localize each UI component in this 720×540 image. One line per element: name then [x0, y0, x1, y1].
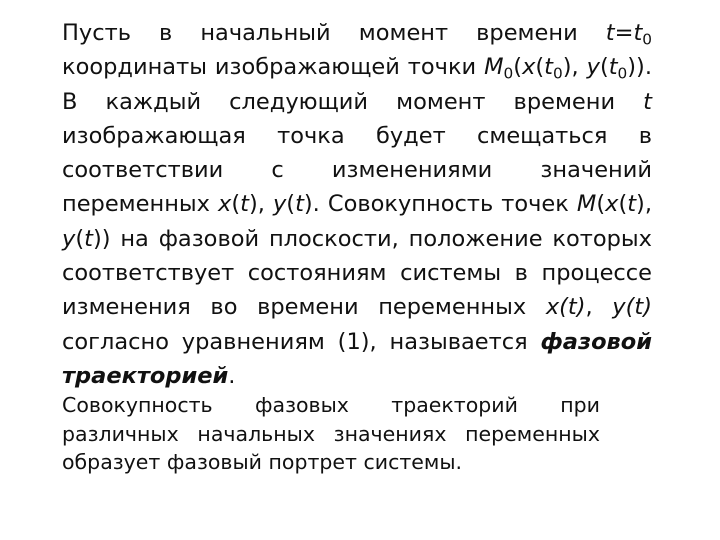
math-x: x: [218, 191, 232, 218]
math-M: M: [484, 54, 504, 81]
math-t: t: [544, 54, 553, 81]
phase-portrait-paragraph: Совокупность фазовых траекторий при различных начальных значениях переменных образует фазовый портрет системы.: [62, 393, 600, 474]
text-span: .: [228, 362, 236, 389]
text-span: ),: [562, 54, 587, 81]
text-span: (: [596, 191, 606, 218]
text-span: ,: [585, 294, 613, 321]
math-t: t: [240, 191, 249, 218]
text-span: ),: [636, 191, 652, 218]
text-span: )) на фазовой плоскости, положение которых соответствует состояниям системы в процессе изменения во времени переменных: [62, 225, 652, 321]
math-y-of-t: y(t): [612, 294, 652, 321]
text-span: ). Совокупность точек: [303, 191, 577, 218]
text-span: )). В каждый следующий момент времени: [62, 54, 652, 115]
text-span: ),: [248, 191, 273, 218]
text-span: Пусть в начальный момент времени: [62, 20, 606, 46]
text-span: (: [286, 191, 296, 218]
math-t-eq: t=t: [605, 20, 643, 46]
math-t: t: [608, 54, 618, 81]
math-x: x: [522, 54, 536, 81]
text-span: (: [75, 225, 85, 252]
math-x-of-t: x(t): [545, 294, 586, 321]
text-span: (: [618, 191, 628, 218]
math-t: t: [84, 225, 93, 252]
text-span: изображающая точка будет смещаться в соответствии с изменениями значений переменных: [62, 122, 652, 218]
math-t: t: [643, 88, 652, 115]
math-M: M: [576, 191, 597, 218]
definition-paragraph: [62, 16, 652, 393]
text-span: (: [599, 54, 609, 81]
math-subscript: 0: [642, 30, 652, 49]
math-t: t: [295, 191, 304, 218]
math-subscript: 0: [553, 64, 563, 83]
math-y: y: [586, 54, 600, 81]
text-span: (: [231, 191, 241, 218]
text-span: согласно уравнениям (1), называется: [62, 328, 541, 355]
math-subscript: 0: [503, 64, 514, 83]
math-subscript: 0: [617, 64, 628, 83]
math-y: y: [272, 191, 287, 218]
text-span: (: [513, 54, 523, 81]
defined-term: фазовой траекторией: [62, 328, 652, 389]
math-t: t: [627, 191, 637, 218]
math-x: x: [605, 191, 619, 218]
text-span: координаты изображающей точки: [62, 54, 485, 81]
text-span: (: [535, 54, 545, 81]
math-y: y: [62, 225, 76, 252]
